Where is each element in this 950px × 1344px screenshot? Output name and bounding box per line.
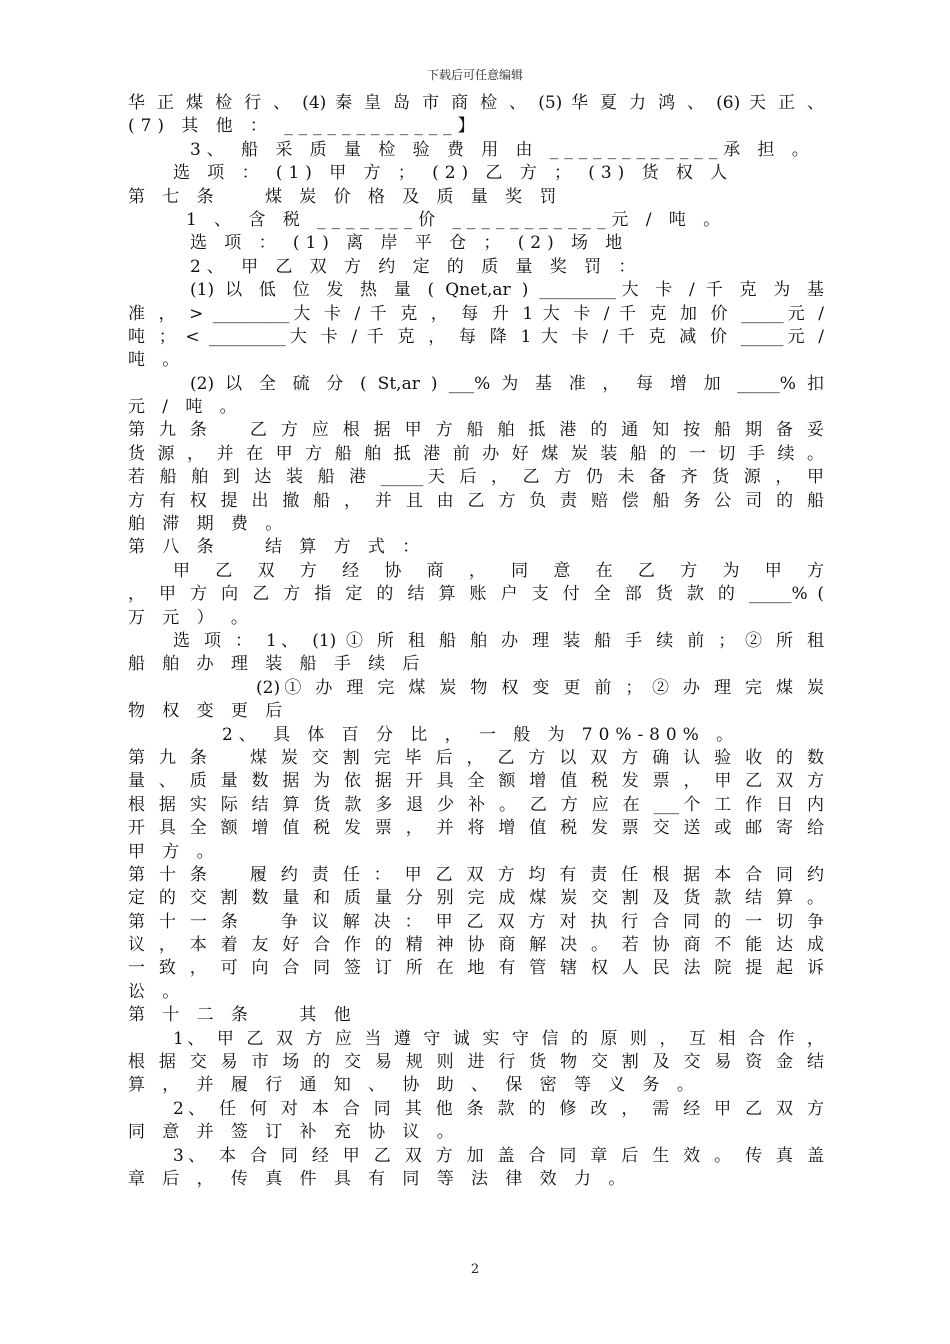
- text-line: ， 甲 方 向 乙 方 指 定 的 结 算 账 户 支 付 全 部 货 款 的 _____% (: [128, 584, 824, 605]
- text-line: 选 项 ： (1) 离 岸 平 仓 ； (2) 场 地: [190, 233, 629, 254]
- text-line: 舶 滞 期 费 。: [128, 514, 289, 535]
- text-line: 3、 本 合 同 经 甲 乙 双 方 加 盖 合 同 章 后 生 效 。 传 真 盖: [173, 1145, 824, 1166]
- text-line: 船 舶 办 理 装 船 手 续 后: [128, 654, 426, 675]
- text-line: 2、 甲 乙 双 方 约 定 的 质 量 奖 罚 ：: [190, 256, 642, 277]
- page-number: 2: [470, 1262, 480, 1277]
- text-line: 甲 方 。: [128, 841, 220, 862]
- text-line: 议 ， 本 着 友 好 合 作 的 精 神 协 商 解 决 。 若 协 商 不 能 达 成: [128, 935, 824, 956]
- text-line: 第 十 条 履 约 责 任 ： 甲 乙 双 方 均 有 责 任 根 据 本 合 同 约: [128, 864, 824, 885]
- text-line: 吨 。: [128, 350, 186, 371]
- text-line: (2) 以 全 硫 分 ( St,ar ) ___% 为 基 准 ， 每 增 加 _____% 扣: [190, 373, 824, 394]
- text-line: 万 元 ） 。: [128, 607, 254, 628]
- text-line: 第 九 条 煤 炭 交 割 完 毕 后 ， 乙 方 以 双 方 确 认 验 收 的 数: [128, 747, 824, 768]
- text-line: 根 据 交 易 市 场 的 交 易 规 则 进 行 货 物 交 割 及 交 易 资 金 结: [128, 1052, 824, 1073]
- text-line: 选 项 ： (1) 甲 方 ； (2) 乙 方 ； (3) 货 权 人: [173, 163, 734, 184]
- text-line: 第 十 一 条 争 议 解 决 ： 甲 乙 双 方 对 执 行 合 同 的 一 切 争: [128, 911, 824, 932]
- text-line: 2、 具 体 百 分 比 ， 一 般 为 70%-80% 。: [222, 724, 740, 745]
- text-line: 定 的 交 割 数 量 和 质 量 分 别 完 成 煤 炭 交 割 及 货 款 结 算 。: [128, 888, 824, 909]
- text-line: 甲 乙 双 方 经 协 商 ， 同 意 在 乙 方 为 甲 方: [173, 560, 824, 581]
- text-line: 算 ， 并 履 行 通 知 、 协 助 、 保 密 等 义 务 。: [128, 1075, 700, 1096]
- text-line: 讼 。: [128, 981, 186, 1002]
- text-line: 华 正 煤 检 行 、 (4) 秦 皇 岛 市 商 检 、 (5) 华 夏 力 鸿 、 (6) 天 正 、: [128, 93, 824, 113]
- text-line: 若 船 舶 到 达 装 船 港 _____天 后 ， 乙 方 仍 未 备 齐 货 源 ， 甲: [128, 467, 824, 488]
- text-line: 章 后 ， 传 真 件 具 有 同 等 法 律 效 力 。: [128, 1168, 632, 1189]
- text-line: (1) 以 低 位 发 热 量 ( Qnet,ar ) _________大 卡 / 千 克 为 基: [190, 280, 824, 301]
- text-line: 第 十 二 条 其 他: [128, 1005, 357, 1026]
- text-line: 第 九 条 乙 方 应 根 据 甲 方 船 舶 抵 港 的 通 知 按 船 期 备 妥: [128, 420, 824, 441]
- text-line: 3、 船 采 质 量 检 验 费 用 由 ____________承 担 。: [190, 139, 815, 160]
- text-line: (2)① 办 理 完 煤 炭 物 权 变 更 前 ； ② 办 理 完 煤 炭: [256, 677, 824, 698]
- text-line: 2、 任 何 对 本 合 同 其 他 条 款 的 修 改 ， 需 经 甲 乙 双 方: [173, 1098, 824, 1119]
- text-line: 选 项 ： 1、 (1) ① 所 租 船 舶 办 理 装 船 手 续 前 ； ② 所 租: [173, 630, 824, 651]
- text-line: 开 具 全 额 增 值 税 发 票 ， 并 将 增 值 税 发 票 交 送 或 邮 寄 给: [128, 818, 824, 839]
- text-line: 方 有 权 提 出 撤 船 ， 并 且 由 乙 方 负 责 赔 偿 船 务 公 司 的 船: [128, 490, 824, 511]
- text-line: 同 意 并 签 订 补 充 协 议 。: [128, 1122, 460, 1143]
- text-line: 吨 ； < _________大 卡 / 千 克 ， 每 降 1 大 卡 / 千 克 减 价 _____元 /: [128, 326, 824, 347]
- text-line: 第 八 条 结 算 方 式 ：: [128, 537, 426, 558]
- text-line: 物 权 变 更 后: [128, 701, 289, 722]
- text-line: 第 七 条 煤 炭 价 格 及 质 量 奖 罚: [128, 186, 563, 207]
- document-body: [128, 92, 824, 1191]
- text-line: 元 / 吨 。: [128, 397, 243, 418]
- text-line: 1、 甲 乙 双 方 应 当 遵 守 诚 实 守 信 的 原 则 ， 互 相 合 作 ，: [173, 1028, 824, 1049]
- text-line: (7) 其 他 ： ____________】: [128, 116, 481, 137]
- text-line: 量 、 质 量 数 据 为 依 据 开 具 全 额 增 值 税 发 票 ， 甲 乙 双 方: [128, 771, 824, 792]
- text-line: 货 源 ， 并 在 甲 方 船 舶 抵 港 前 办 好 煤 炭 装 船 的 一 切 手 续 。: [128, 443, 824, 464]
- page-header: 下载后可任意编辑: [426, 68, 523, 82]
- text-line: 准 ， > _________大 卡 / 千 克 ， 每 升 1 大 卡 / 千 克 加 价 _____元 /: [128, 303, 824, 324]
- text-line: 1 、 含 税 _______价 ___________元 / 吨 。: [186, 209, 727, 230]
- text-line: 根 据 实 际 结 算 货 款 多 退 少 补 。 乙 方 应 在 ___个 工 作 日 内: [128, 794, 824, 815]
- text-line: 一 致 ， 可 向 合 同 签 订 所 在 地 有 管 辖 权 人 民 法 院 提 起 诉: [128, 958, 824, 979]
